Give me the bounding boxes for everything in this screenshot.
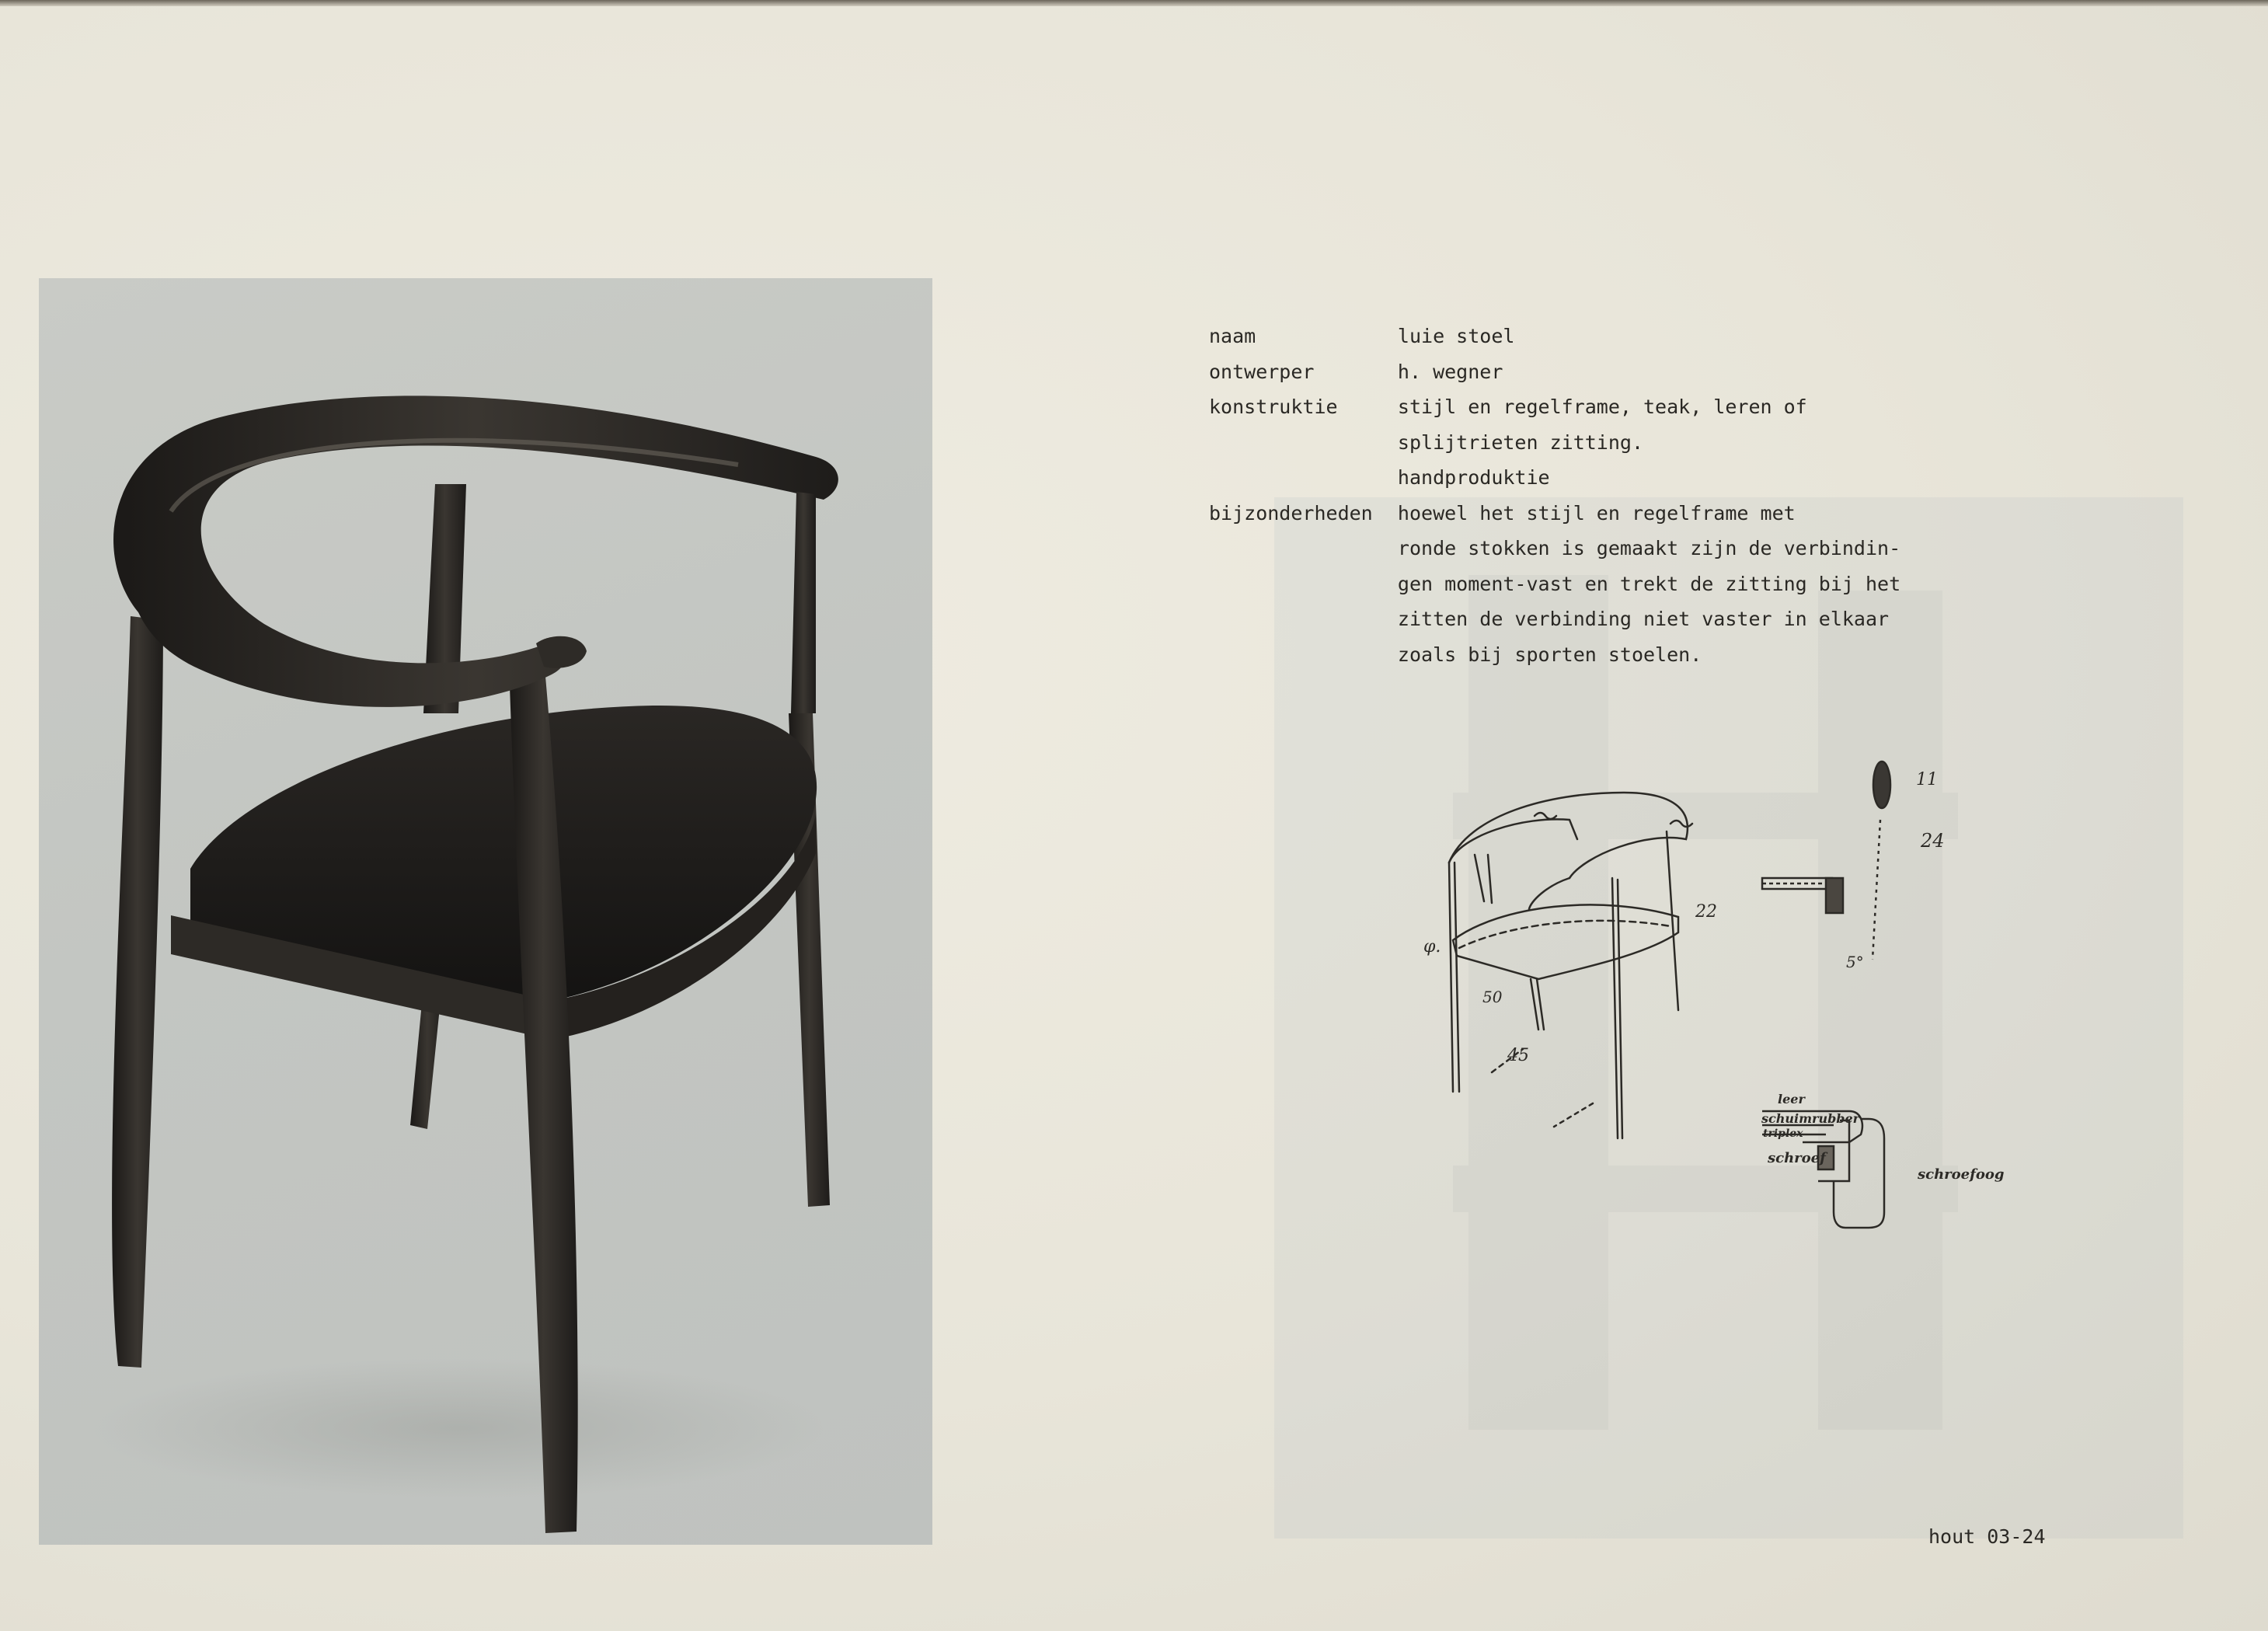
chair-illustration [39,278,932,1545]
detail-value-line: luie stoel [1397,325,1515,347]
dimension-angle: 5° [1846,953,1864,971]
technical-sketch [1414,746,2051,1243]
chair-details [1209,319,1908,672]
dimension-22: 22 [1695,902,1717,922]
detail-value-line: zitten de verbinding niet vaster in elkaar [1397,608,1890,630]
label-schroefoog: schroefoog [1918,1166,2005,1183]
dimension-11: 11 [1916,770,1938,789]
detail-row-ontwerper [1209,354,1908,390]
detail-label: ontwerper [1209,360,1315,383]
dimension-24: 24 [1921,830,1945,852]
dimension-50: 50 [1482,988,1503,1006]
detail-value [1398,496,1908,673]
detail-value-line: zoals bij sporten stoelen. [1397,643,1702,666]
armrest-section-sketch [1762,761,1890,960]
label-triplex: triplex [1763,1127,1803,1140]
label-schuimrubber: schuimrubber [1761,1111,1860,1126]
chair-sketch [1449,793,1692,1138]
detail-label: bijzonderheden [1209,501,1373,524]
detail-value [1398,319,1908,354]
page-number: hout 03-24 [1928,1525,2046,1548]
dimension-45: 45 [1507,1046,1529,1065]
detail-value-line: gen moment-vast en trekt de zitting bij het [1397,572,1901,595]
page-top-edge [0,0,2268,6]
detail-value-line: handproduktie [1397,466,1550,489]
detail-label: naam [1209,325,1256,347]
detail-label: konstruktie [1209,396,1338,418]
dimension-phi: φ. [1423,937,1441,957]
detail-row-bijzonderheden [1209,496,1908,673]
detail-row-naam [1209,319,1908,354]
detail-value-line: h. wegner [1397,360,1503,383]
detail-value [1398,354,1908,390]
detail-value-line: ronde stokken is gemaakt zijn de verbindin- [1397,537,1901,559]
detail-value-line: hoewel het stijl en regelframe met [1397,501,1796,524]
detail-value-line: stijl en regelframe, teak, leren of [1397,396,1807,418]
detail-row-konstruktie [1209,389,1908,496]
chair-photo [39,278,932,1545]
label-schroef: schroef [1768,1150,1826,1166]
label-leer: leer [1778,1092,1805,1107]
detail-value [1398,389,1908,496]
detail-value-line: splijtrieten zitting. [1397,430,1643,454]
